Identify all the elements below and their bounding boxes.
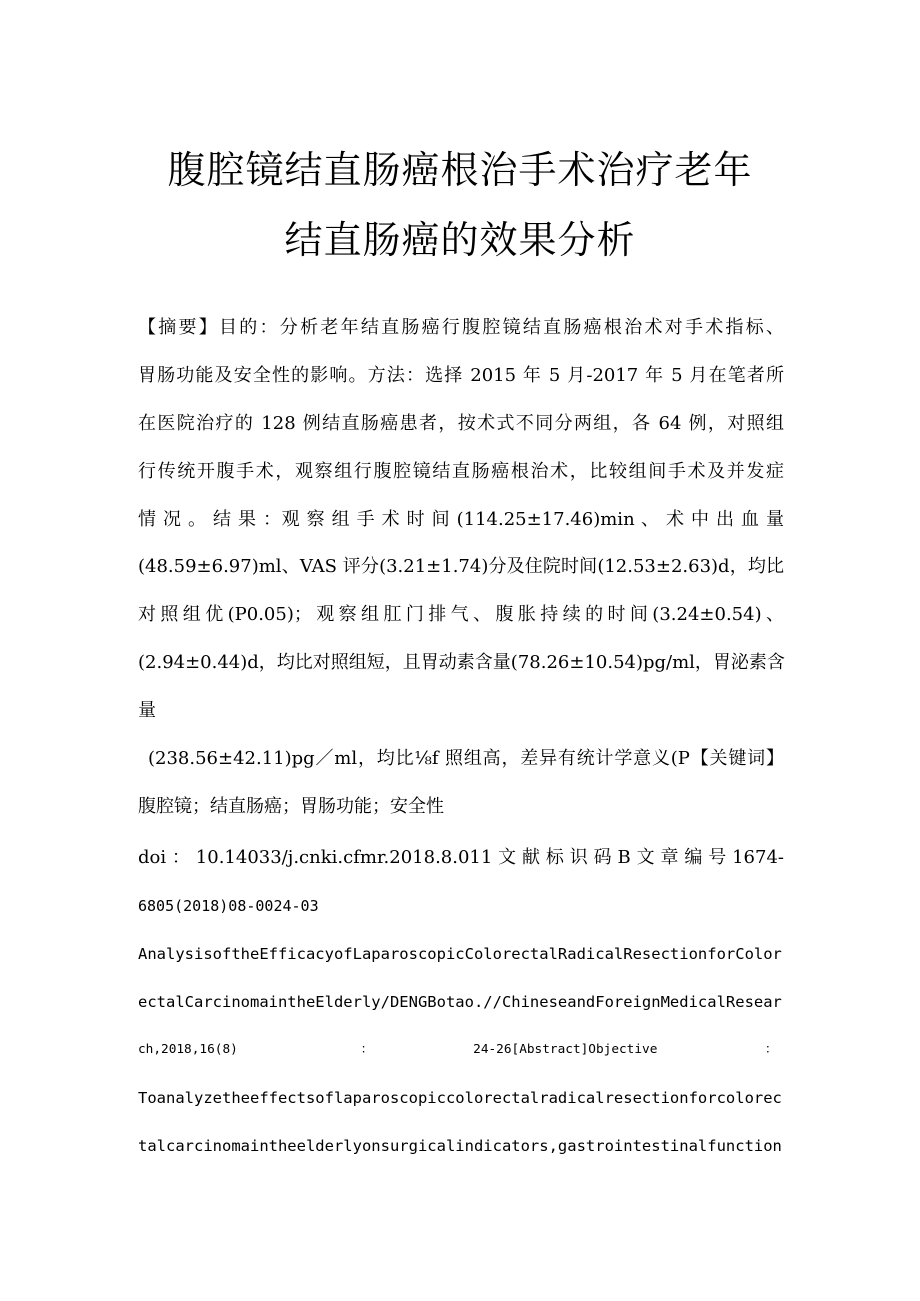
abstract-line-10: (238.56±42.11)pg／ml，均比⅛f 照组高，差异有统计学意义(P【关键词】 (148, 748, 784, 769)
english-line-4: Toanalyzetheeffectsoflaparoscopiccolorectalradicalresectionforcolorec (138, 1089, 782, 1107)
english-line-3: ch,2018,16(8) ： 24-26[Abstract]Objective ： (138, 1042, 778, 1057)
keywords-line: 腹腔镜；结直肠癌；胃肠功能；安全性 (138, 796, 444, 817)
english-line-5: talcarcinomaintheelderlyonsurgicalindicators,gastrointestinalfunction (138, 1137, 782, 1155)
title-line-2: 结直肠癌的效果分析 (284, 218, 636, 262)
abstract-line-4: 行传统开腹手术，观察组行腹腔镜结直肠癌根治术，比较组间手术及并发症 (138, 461, 784, 482)
article-number-line: 6805(2018)08-0024-03 (138, 897, 319, 915)
abstract-line-9: 量 (138, 700, 156, 721)
abstract-line-6: (48.59±6.97)ml、VAS 评分(3.21±1.74)分及住院时间(12.53±2.63)d，均比 (138, 556, 784, 577)
abstract-line-1: 【摘要】目的：分析老年结直肠癌行腹腔镜结直肠癌根治术对手术指标、 (138, 317, 784, 338)
abstract-line-3: 在医院治疗的 128 例结直肠癌患者，按术式不同分两组，各 64 例，对照组 (138, 413, 784, 434)
abstract-line-8: (2.94±0.44)d，均比对照组短，且胃动素含量(78.26±10.54)pg/ml，胃泌素含 (138, 652, 785, 673)
english-line-2: ectalCarcinomaintheElderly/DENGBotao.//ChineseandForeignMedicalResear (138, 993, 782, 1011)
english-line-1: AnalysisoftheEfficacyofLaparoscopicColorectalRadicalResectionforColor (138, 945, 782, 963)
abstract-line-7: 对照组优(P0.05)；观察组肛门排气、腹胀持续的时间(3.24±0.54)、 (138, 604, 784, 625)
doi-line: doi ： 10.14033/j.cnki.cfmr.2018.8.011 文 献 标 识 码 B 文 章 编 号 1674- (138, 847, 784, 868)
abstract-line-5: 情 况 。 结 果 ：观 察 组 手 术 时 间 (114.25±17.46)min 、 术 中 出 血 量 (138, 509, 784, 530)
title-line-1: 腹腔镜结直肠癌根治手术治疗老年 (167, 148, 753, 192)
abstract-line-2: 胃肠功能及安全性的影响。方法：选择 2015 年 5 月-2017 年 5 月在笔者所 (138, 365, 784, 386)
